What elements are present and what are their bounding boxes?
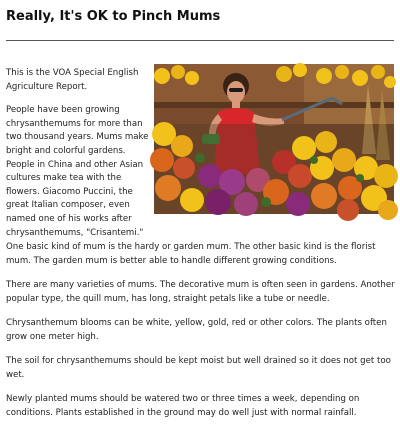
intro-paragraph: People have been growing chrysanthemums for more than two thousand years. Mums make bright and colorful gardens. People in China and other Asian cultures make tea with the flowers. Giacomo Puccini, the great Italian composer, even named one of his works after chrysanthemums, "Crisantemi." <box>6 105 149 238</box>
article-body <box>6 240 398 430</box>
article-photo <box>154 64 394 214</box>
intro-column <box>6 67 150 250</box>
body-paragraph: Newly planted mums should be watered two or three times a week, depending on conditions. Plants established in the ground may do well just with normal rainfall. <box>6 394 360 418</box>
body-paragraph: Chrysanthemum blooms can be white, yellow, gold, red or other colors. The plants often grow one meter high. <box>6 318 387 342</box>
body-paragraph: One basic kind of mum is the hardy or garden mum. The other basic kind is the florist mum. The garden mum is better able to handle different growing conditions. <box>6 242 376 266</box>
foreground-flowers <box>150 122 398 221</box>
article-title: Really, It's OK to Pinch Mums <box>6 9 221 24</box>
intro-paragraph: This is the VOA Special English Agriculture Report. <box>6 68 139 92</box>
body-paragraph: The soil for chrysanthemums should be kept moist but well drained so it does not get too wet. <box>6 356 391 380</box>
body-paragraph: There are many varieties of mums. The decorative mum is often seen in gardens. Another popular type, the quill mum, has long, straight petals like a tube or needle. <box>6 280 395 304</box>
title-divider <box>6 40 394 41</box>
